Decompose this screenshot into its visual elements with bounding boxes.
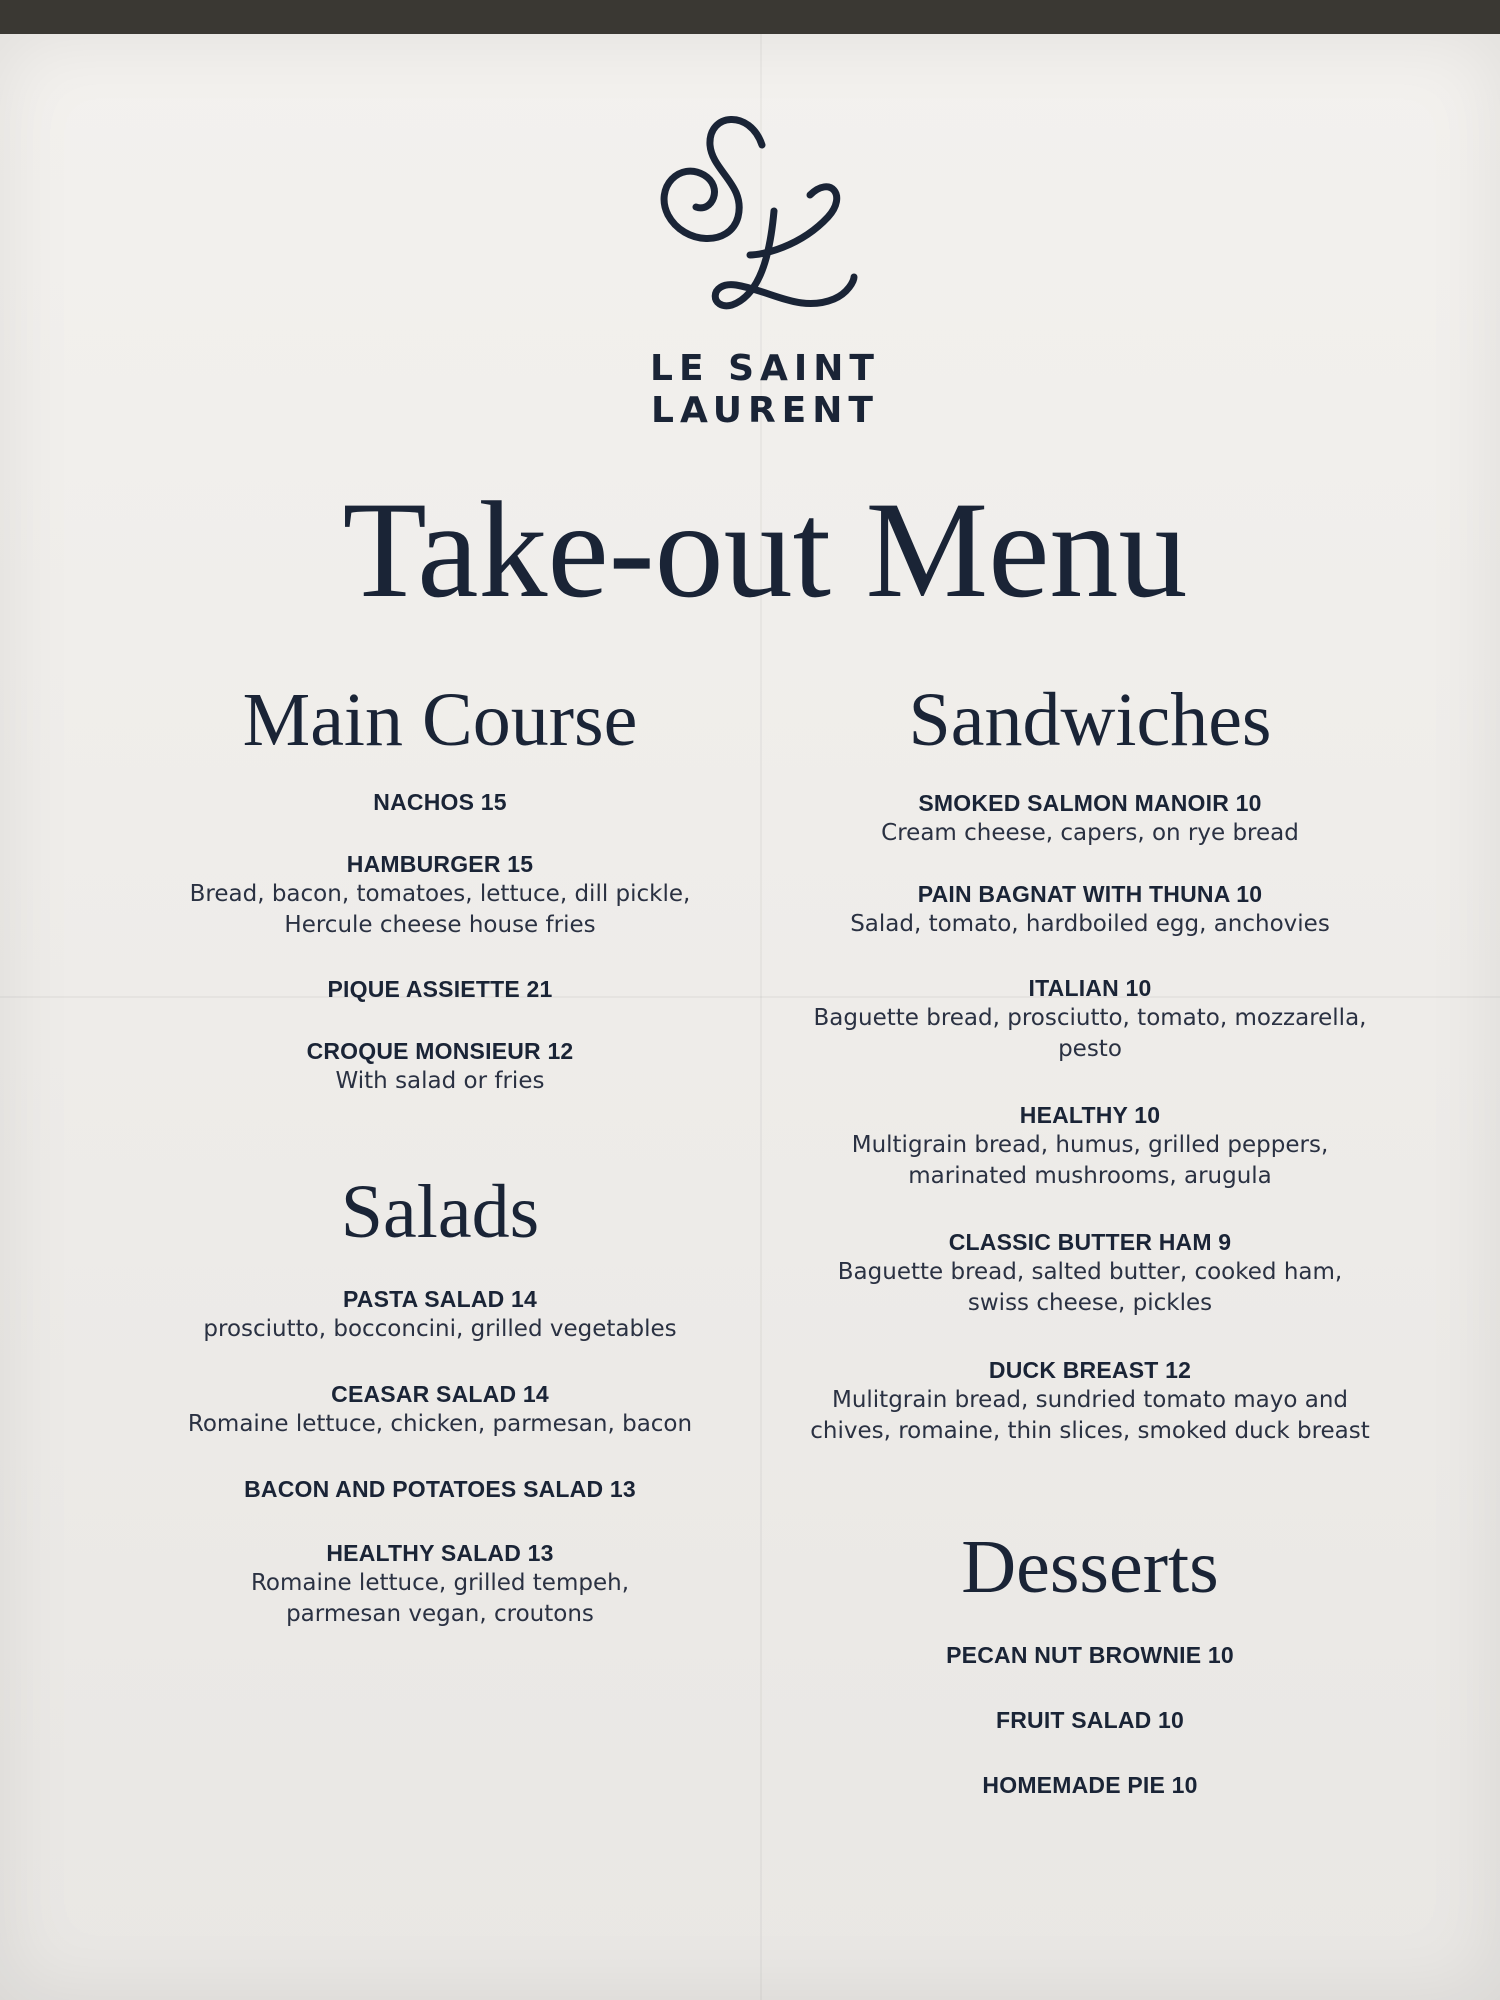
item-description: Mulitgrain bread, sundried tomato mayo and chives, romaine, thin slices, smoked duck breast xyxy=(810,1387,1370,1444)
menu-item-classic-butter-ham xyxy=(790,1227,1390,1319)
restaurant-name-line2: LAURENT xyxy=(651,390,879,431)
menu-item-smoked-salmon xyxy=(790,788,1390,849)
item-description: Romaine lettuce, grilled tempeh, parmesan vegan, croutons xyxy=(250,1570,630,1627)
item-name: PECAN NUT BROWNIE 10 xyxy=(946,1642,1234,1668)
item-name: ITALIAN 10 xyxy=(1028,975,1152,1001)
item-description: With salad or fries xyxy=(335,1068,545,1094)
menu-item-pique-assiette xyxy=(140,974,740,1004)
sl-monogram-logo xyxy=(650,105,870,335)
item-name: CROQUE MONSIEUR 12 xyxy=(306,1038,574,1064)
item-name: HEALTHY 10 xyxy=(1019,1102,1161,1128)
item-name: HEALTHY SALAD 13 xyxy=(326,1540,554,1566)
item-description: prosciutto, bocconcini, grilled vegetables xyxy=(203,1316,677,1342)
menu-title: Take-out Menu xyxy=(342,473,1188,626)
item-name: DUCK BREAST 12 xyxy=(988,1357,1192,1383)
section-heading-salads: Salads xyxy=(340,1170,540,1254)
menu-item-ceasar-salad xyxy=(140,1379,740,1440)
restaurant-name-line1: LE SAINT xyxy=(650,348,880,389)
section-heading-main-course: Main Course xyxy=(242,678,638,762)
menu-item-hamburger xyxy=(140,849,740,941)
item-name: PIQUE ASSIETTE 21 xyxy=(327,976,553,1002)
restaurant-name xyxy=(600,348,930,432)
item-name: PASTA SALAD 14 xyxy=(342,1286,538,1312)
item-description: Romaine lettuce, chicken, parmesan, bacon xyxy=(187,1411,693,1437)
item-description: Cream cheese, capers, on rye bread xyxy=(881,820,1299,846)
menu-item-duck-breast xyxy=(790,1355,1390,1447)
menu-item-pecan-brownie xyxy=(790,1640,1390,1670)
item-name: CEASAR SALAD 14 xyxy=(331,1381,549,1407)
section-heading-sandwiches: Sandwiches xyxy=(908,678,1272,762)
menu-item-croque-monsieur xyxy=(140,1036,740,1097)
menu-item-pain-bagnat xyxy=(790,879,1390,940)
menu-item-bacon-potatoes-salad xyxy=(140,1474,740,1504)
item-name: FRUIT SALAD 10 xyxy=(995,1707,1185,1733)
item-description: Baguette bread, salted butter, cooked ham, swiss cheese, pickles xyxy=(837,1259,1343,1316)
item-name: BACON AND POTATOES SALAD 13 xyxy=(244,1476,636,1502)
menu-item-fruit-salad xyxy=(790,1705,1390,1735)
item-name: PAIN BAGNAT WITH THUNA 10 xyxy=(917,881,1263,907)
menu-item-italian xyxy=(790,973,1390,1065)
menu-item-healthy-salad xyxy=(140,1538,740,1630)
item-description: Multigrain bread, humus, grilled peppers, marinated mushrooms, arugula xyxy=(851,1132,1329,1189)
item-description: Salad, tomato, hardboiled egg, anchovies xyxy=(850,911,1330,937)
menu-item-homemade-pie xyxy=(790,1770,1390,1800)
item-name: CLASSIC BUTTER HAM 9 xyxy=(948,1229,1232,1255)
item-name: SMOKED SALMON MANOIR 10 xyxy=(918,790,1262,816)
item-description: Baguette bread, prosciutto, tomato, mozzarella, pesto xyxy=(813,1005,1367,1062)
menu-item-nachos xyxy=(140,787,740,817)
item-name: NACHOS 15 xyxy=(373,789,507,815)
menu-item-pasta-salad xyxy=(140,1284,740,1345)
item-name: HOMEMADE PIE 10 xyxy=(982,1772,1198,1798)
menu-item-healthy xyxy=(790,1100,1390,1192)
item-name: HAMBURGER 15 xyxy=(346,851,534,877)
item-description: Bread, bacon, tomatoes, lettuce, dill pickle, Hercule cheese house fries xyxy=(189,881,691,938)
section-heading-desserts: Desserts xyxy=(961,1525,1219,1609)
